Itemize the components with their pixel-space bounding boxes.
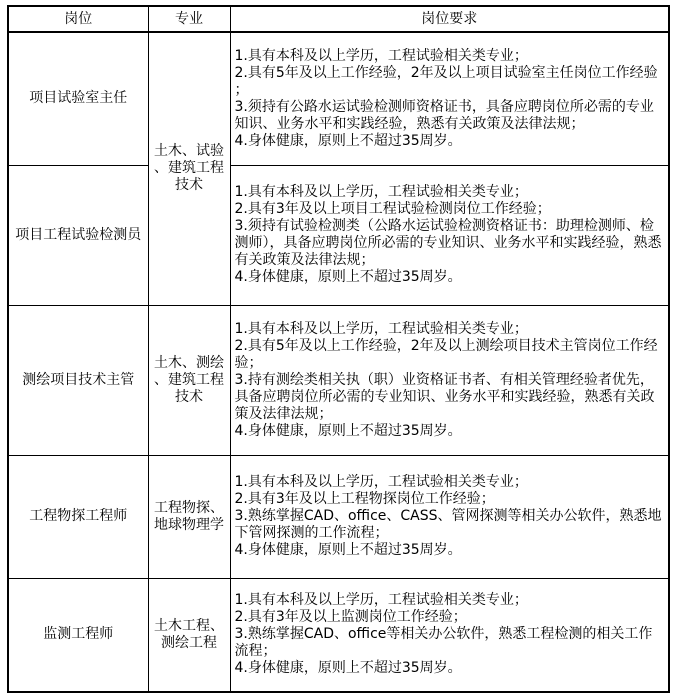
requirement-item: 1.具有本科及以上学历，工程试验相关类专业； [234, 184, 528, 200]
requirement-item: 3.熟练掌握CAD、office、CASS、管网探测等相关办公软件，熟悉地下管网探测的工作流程； [234, 508, 662, 541]
requirement-item: 2.具有3年及以上项目工程试验检测岗位工作经验； [234, 201, 551, 217]
table-row-lab-director [8, 32, 669, 165]
requirement-item: 2.具有5年及以上工作经验，2年及以上测绘项目技术主管岗位工作经验； [234, 337, 658, 371]
requirement-item: 1.具有本科及以上学历，工程试验相关类专业； [234, 47, 528, 64]
major-cell-merged: 土木、试验、建筑工程技术 [148, 32, 230, 305]
requirement-item: 1.具有本科及以上学历，工程试验相关类专业； [234, 320, 528, 337]
table-header-row [8, 6, 669, 32]
requirement-item: 2.具有5年及以上工作经验，2年及以上项目试验室主任岗位工作经验； [234, 64, 658, 98]
requirements-cell [230, 455, 669, 578]
table-row-test-inspector [8, 165, 669, 305]
requirement-item: 3.须持有试验检测类（公路水运试验检测资格证书：助理检测师、检测师），具备应聘岗位所必需的专业知识、业务水平和实践经验，熟悉有关政策及法律法规； [234, 218, 662, 268]
major-cell: 工程物探、地球物理学 [148, 455, 230, 578]
requirement-item: 4.身体健康，原则上不超过35周岁。 [234, 542, 462, 558]
requirement-item: 2.具有3年及以上工程物探岗位工作经验； [234, 491, 495, 507]
job-requirements-table [7, 5, 670, 693]
position-cell: 项目工程试验检测员 [8, 165, 148, 305]
table-row-monitoring-engineer [8, 578, 669, 692]
table-row-survey-supervisor [8, 305, 669, 455]
header-requirements: 岗位要求 [230, 6, 669, 32]
requirement-item: 3.熟练掌握CAD、office等相关办公软件，熟悉工程检测的相关工作流程； [234, 626, 653, 660]
position-cell: 工程物探工程师 [8, 455, 148, 578]
requirement-item: 3.须持有公路水运试验检测师资格证书，具备应聘岗位所必需的专业知识、业务水平和实践经验，熟悉有关政策及法律法规； [234, 98, 654, 132]
position-cell: 项目试验室主任 [8, 32, 148, 165]
requirement-item: 2.具有3年及以上监测岗位工作经验； [234, 609, 467, 626]
requirement-item: 1.具有本科及以上学历，工程试验相关类专业； [234, 592, 528, 609]
requirement-item: 4.身体健康，原则上不超过35周岁。 [234, 132, 462, 149]
header-position: 岗位 [8, 6, 148, 32]
table-row-geophysical-engineer [8, 455, 669, 578]
major-cell: 土木、测绘、建筑工程技术 [148, 305, 230, 455]
requirement-item: 3.持有测绘类相关执（职）业资格证书者、有相关管理经验者优先，具备应聘岗位所必需的专业知识、业务水平和实践经验，熟悉有关政策及法律法规； [234, 371, 655, 422]
requirement-item: 4.身体健康，原则上不超过35周岁。 [234, 422, 462, 439]
position-cell: 监测工程师 [8, 578, 148, 692]
requirements-cell [230, 165, 669, 305]
requirement-item: 1.具有本科及以上学历，工程试验相关类专业； [234, 474, 528, 490]
requirements-cell [230, 305, 669, 455]
requirement-item: 4.身体健康，原则上不超过35周岁。 [234, 660, 462, 677]
requirement-item: 4.身体健康，原则上不超过35周岁。 [234, 269, 462, 285]
requirements-cell [230, 32, 669, 165]
position-cell: 测绘项目技术主管 [8, 305, 148, 455]
header-major: 专业 [148, 6, 230, 32]
major-cell: 土木工程、测绘工程 [148, 578, 230, 692]
requirements-cell [230, 578, 669, 692]
